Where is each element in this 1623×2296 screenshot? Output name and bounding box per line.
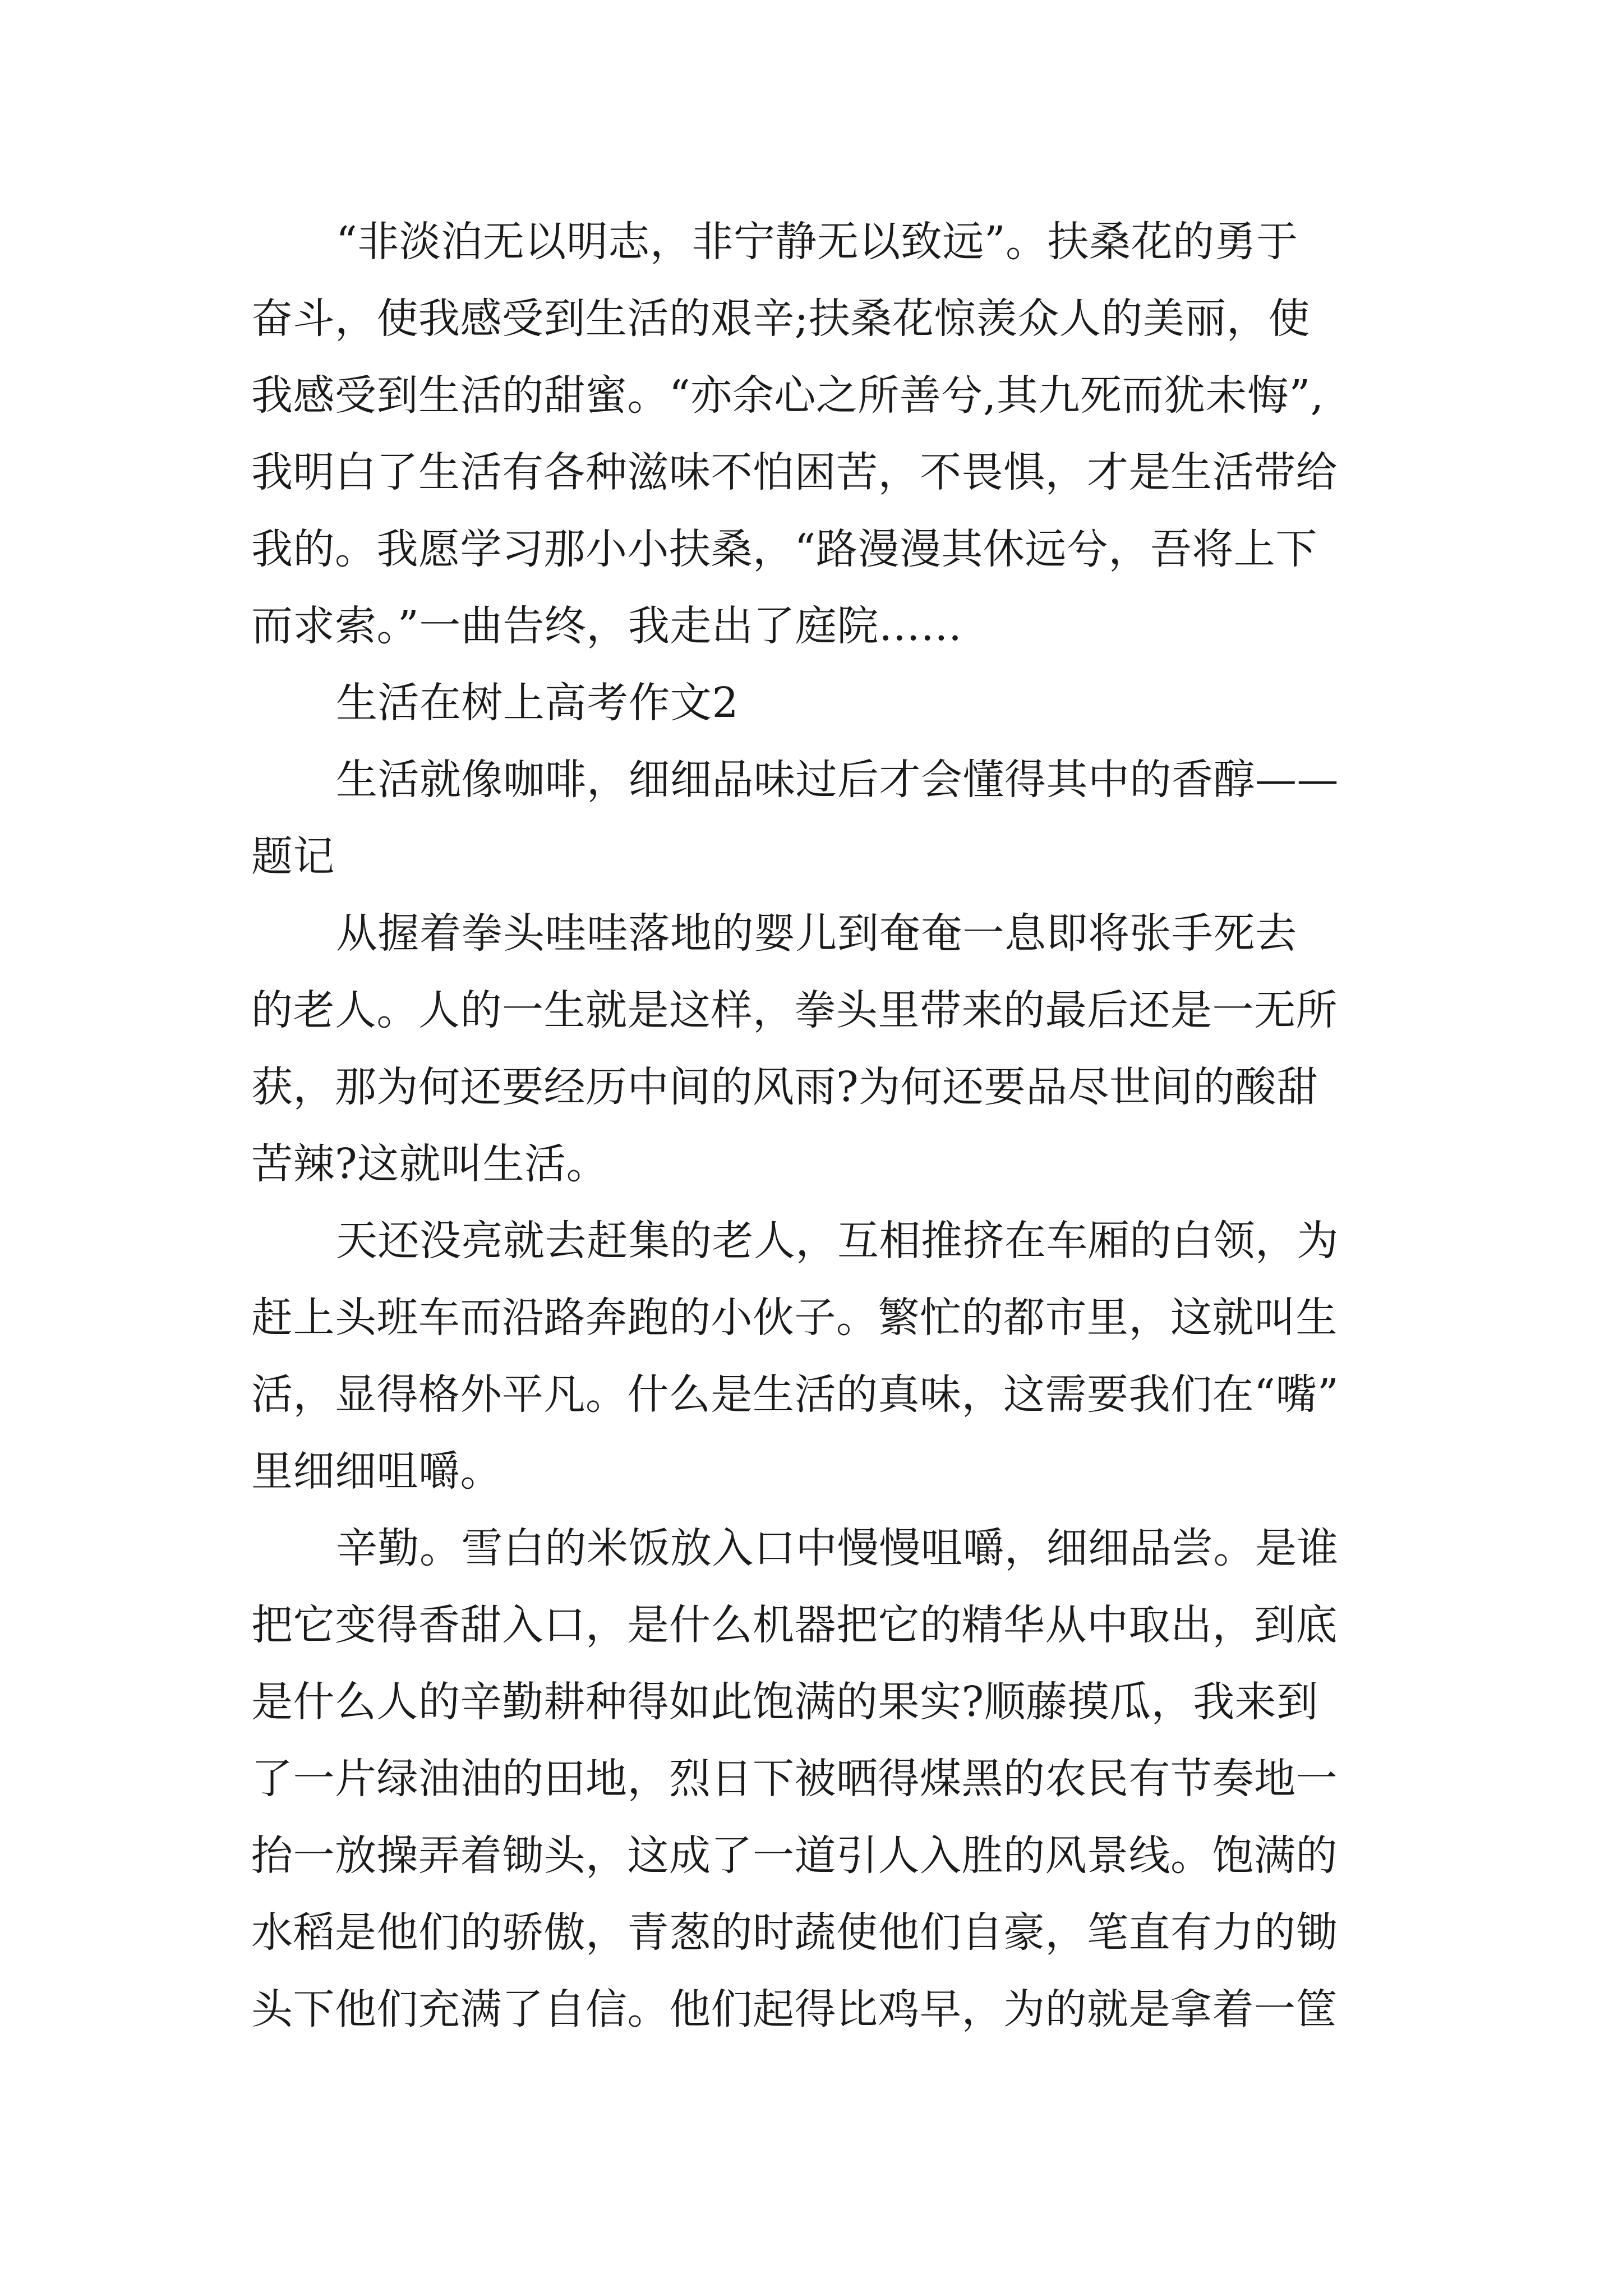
text-line: 天还没亮就去赶集的老人，互相推挤在车厢的白领，为 xyxy=(336,1217,1339,1265)
text-line: 的老人。人的一生就是这样，拳头里带来的最后还是一无所 xyxy=(251,986,1338,1034)
text-line: 苦辣?这就叫生活。 xyxy=(251,1140,608,1188)
text-line: 把它变得香甜入口，是什么机器把它的精华从中取出，到底 xyxy=(251,1601,1338,1649)
text-line: 活，显得格外平凡。什么是生活的真味，这需要我们在“嘴” xyxy=(251,1370,1339,1419)
text-line: 赶上头班车而沿路奔跑的小伙子。繁忙的都市里，这就叫生 xyxy=(251,1294,1338,1342)
text-line: 我明白了生活有各种滋味不怕困苦，不畏惧，才是生活带给 xyxy=(251,448,1338,496)
text-line: 从握着拳头哇哇落地的婴儿到奄奄一息即将张手死去 xyxy=(336,909,1297,958)
text-line: 里细细咀嚼。 xyxy=(251,1447,502,1496)
text-line: 而求索。”一曲告终，我走出了庭院…… xyxy=(251,602,962,650)
text-line: 是什么人的辛勤耕种得如此饱满的果实?顺藤摸瓜，我来到 xyxy=(251,1678,1318,1726)
text-line: 头下他们充满了自信。他们起得比鸡早，为的就是拿着一筐 xyxy=(251,1985,1338,2033)
text-line: 辛勤。雪白的米饭放入口中慢慢咀嚼，细细品尝。是谁 xyxy=(336,1524,1339,1572)
text-line: 生活就像咖啡，细细品味过后才会懂得其中的香醇—— xyxy=(336,756,1339,804)
text-line: 题记 xyxy=(251,832,335,881)
text-line: 获，那为何还要经历中间的风雨?为何还要品尽世间的酸甜 xyxy=(251,1063,1318,1111)
text-line: 奋斗，使我感受到生活的艰辛;扶桑花惊羡众人的美丽，使 xyxy=(251,295,1310,343)
text-line: “非淡泊无以明志，非宁静无以致远”。扶桑花的勇于 xyxy=(336,218,1298,266)
section-heading: 生活在树上高考作文2 xyxy=(336,679,739,727)
text-line: 我感受到生活的甜蜜。“亦余心之所善兮,其九死而犹未悔”, xyxy=(251,371,1324,420)
text-line: 我的。我愿学习那小小扶桑，“路漫漫其休远兮，吾将上下 xyxy=(251,525,1317,573)
text-line: 了一片绿油油的田地，烈日下被晒得煤黑的农民有节奏地一 xyxy=(251,1755,1338,1803)
text-line: 水稻是他们的骄傲，青葱的时蔬使他们自豪，笔直有力的锄 xyxy=(251,1908,1338,1957)
text-line: 抬一放操弄着锄头，这成了一道引人入胜的风景线。饱满的 xyxy=(251,1832,1338,1880)
